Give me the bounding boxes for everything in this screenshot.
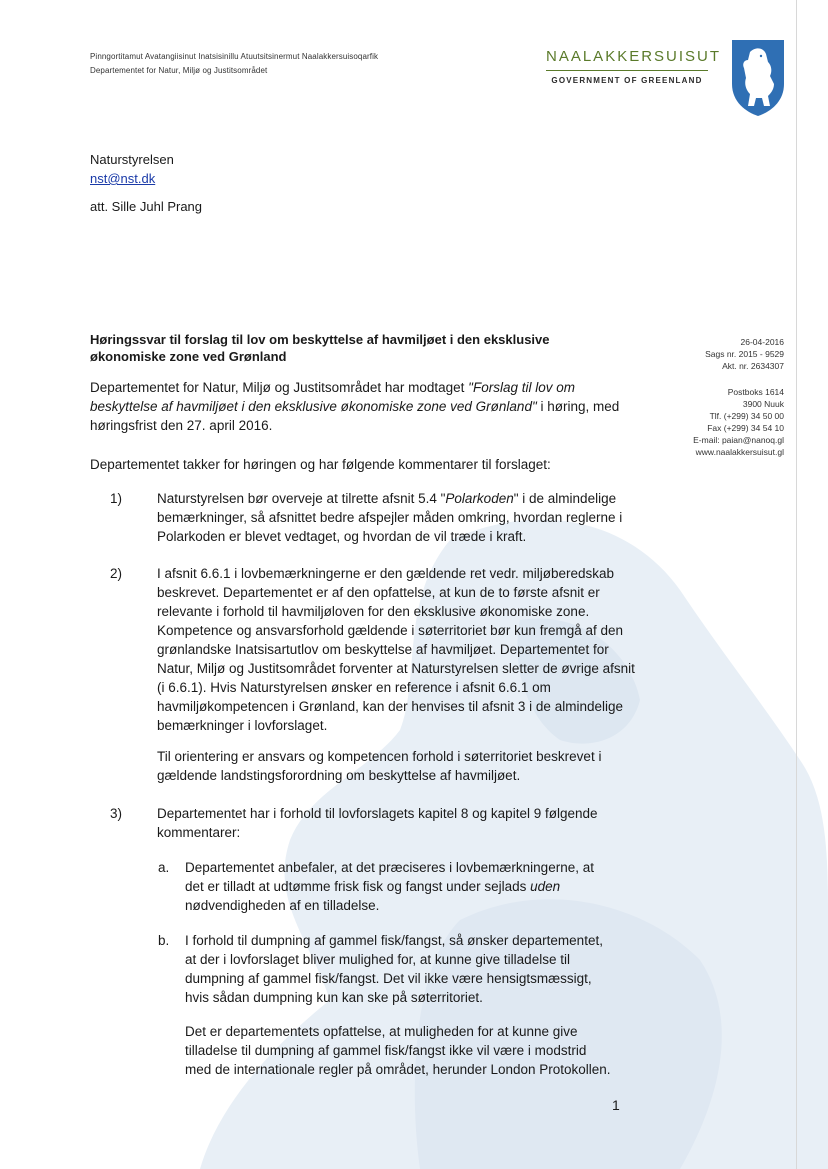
recipient-attention: att. Sille Juhl Prang <box>90 199 203 214</box>
government-logotype <box>546 48 722 85</box>
item-text <box>157 489 637 546</box>
recipient-name: Naturstyrelsen <box>90 152 174 167</box>
item-number: 1) <box>110 491 123 506</box>
department-name-danish: Departementet for Natur, Miljø og Justitsområdet <box>90 66 268 75</box>
item-number: 2) <box>110 566 123 581</box>
letter-date: 26-04-2016 <box>740 337 784 347</box>
thanks-paragraph: Departementet takker for høringen og har følgende kommentarer til forslaget: <box>90 457 551 472</box>
sub-item-note-text: Det er departementets opfattelse, at muligheden for at kunne give tilladelse til dumpning af gammel fisk/fangst ikke vil være i modstrid med de internationale regler på området, herunder London Protokollen. <box>185 1024 611 1077</box>
page-number: 1 <box>612 1097 620 1113</box>
government-subtitle: GOVERNMENT OF GREENLAND <box>551 76 703 85</box>
sub-a-italic-word: uden <box>530 879 561 894</box>
fax-number: Fax (+299) 34 54 10 <box>707 423 784 433</box>
item1-text-start: Naturstyrelsen bør overveje at tilrette afsnit 5.4 " <box>157 491 446 506</box>
po-box: Postboks 1614 <box>727 387 784 397</box>
letterhead-department <box>90 50 378 78</box>
government-name: NAALAKKERSUISUT <box>546 48 722 65</box>
item-number: 3) <box>110 806 123 821</box>
item1-italic-term: Polarkoden <box>445 491 514 506</box>
item-text: Departementet har i forhold til lovforslagets kapitel 8 og kapitel 9 følgende kommentarer: <box>157 806 598 840</box>
postal-city: 3900 Nuuk <box>742 399 784 409</box>
recipient-address <box>90 150 174 188</box>
case-number: Sags nr. 2015 - 9529 <box>705 349 784 359</box>
greenland-shield-polar-bear-icon <box>730 38 786 118</box>
bill-title-italic: "Forslag til lov om beskyttelse af havmiljøet i den eksklusive økonomiske zone ved Grønland" <box>90 380 575 414</box>
intro-paragraph <box>90 378 630 435</box>
sub-item-text: I forhold til dumpning af gammel fisk/fangst, så ønsker departementet, at der i lovforslaget bliver mulighed for, at kunne give tilladelse til dumpning af gammel fisk/fangst. Det vil ikke være hensigtsmæssigt, hvis sådan dumpning kun kan ske på søterritoriet. <box>185 933 603 1005</box>
item1-text-end: " i de almindelige bemærkninger, så afsnittet bedre afspejler måden omkring, hvordan reglerne i Polarkoden er blevet vedtaget, og hvordan de vil træde i kraft. <box>157 491 623 544</box>
item-text: I afsnit 6.6.1 i lovbemærkningerne er den gældende ret vedr. miljøberedskab beskrevet. Departementet er af den opfattelse, at kun de to første afsnit er relevante i forhold til havmiljøloven for den eksklusive økonomiske zone. Kompetence og ansvarsforhold gældende i søterritoriet bør kun fremgå af den grønlandske Inatsisartutlov om beskyttelse af havmiljøet. Departementet for Natur, Miljø og Justitsområdet forventer at Naturstyrelsen sletter de øvrige afsnit (i 6.6.1). Hvis Naturstyrelsen ønsker en reference i afsnit 6.6.1 om havmiljøkompetencen i Grønland, kan der henvises til afsnit 3 i de almindelige bemærkninger i lovforslaget. <box>157 566 635 733</box>
sub-item-text <box>185 858 615 915</box>
intro-text: Departementet for Natur, Miljø og Justitsområdet har modtaget <box>90 380 469 395</box>
document-number: Akt. nr. 2634307 <box>722 361 784 371</box>
letter-title: Høringssvar til forslag til lov om beskyttelse af havmiljøet i den eksklusive økonomiske zone ved Grønland <box>90 332 550 364</box>
page-edge-line <box>796 0 797 1169</box>
department-name-greenlandic: Pinngortitamut Avatangiisinut Inatsisinillu Atuutsitsinermut Naalakkersuisoqarfik <box>90 52 379 61</box>
phone-number: Tlf. (+299) 34 50 00 <box>709 411 784 421</box>
website-link[interactable]: www.naalakkersuisut.gl <box>695 447 784 457</box>
contact-email: E-mail: paian@nanoq.gl <box>693 435 784 445</box>
sub-a-text-start: Departementet anbefaler, at det præciseres i lovbemærkningerne, at det er tilladt at udtømme frisk fisk og fangst under sejlads <box>185 860 594 894</box>
recipient-email-link[interactable]: nst@nst.dk <box>90 171 156 186</box>
reference-sidebar <box>640 336 784 458</box>
sub-item-letter: a. <box>158 860 170 875</box>
sidebar-spacer <box>640 372 784 386</box>
intro-deadline-text: i høring, med høringsfrist den 27. april 2016. <box>90 399 620 433</box>
sub-item-letter: b. <box>158 933 170 948</box>
item-note-text: Til orientering er ansvars og kompetencen forhold i søterritoriet beskrevet i gældende landstingsforordning om beskyttelse af havmiljøet. <box>157 749 602 783</box>
logotype-divider <box>546 70 708 71</box>
sub-a-text-end: nødvendigheden af en tilladelse. <box>185 898 380 913</box>
